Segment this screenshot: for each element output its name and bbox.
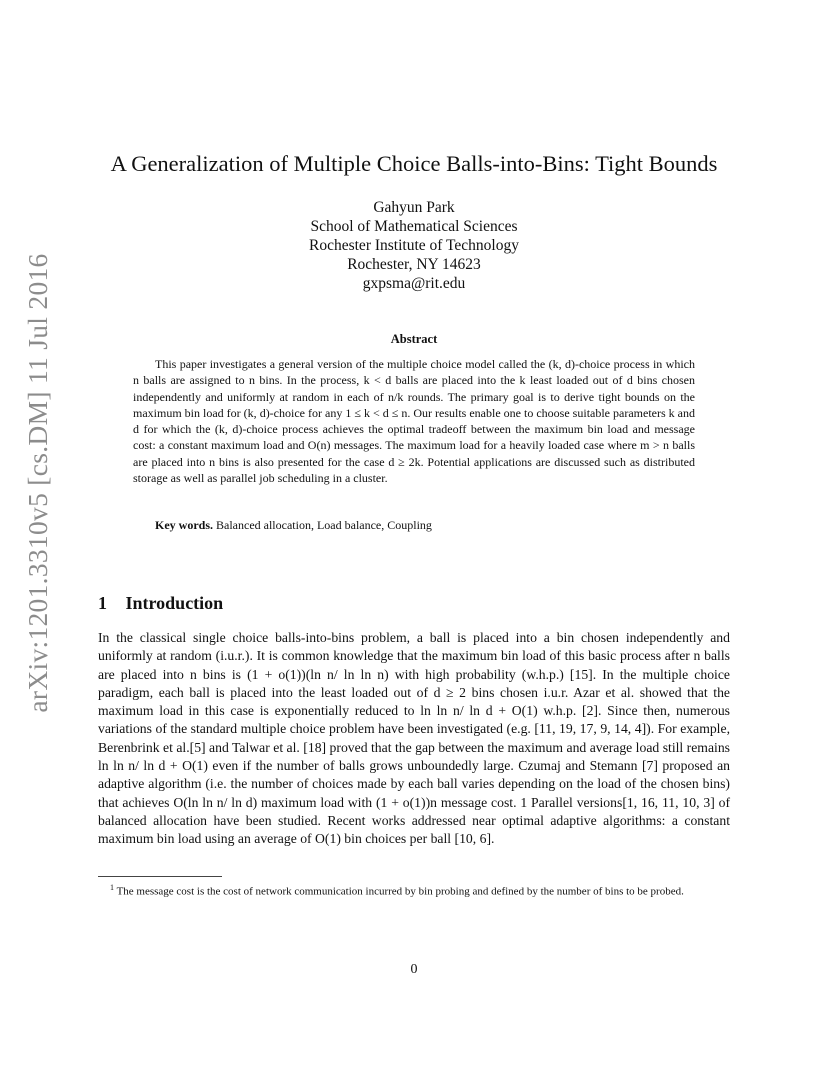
- keywords-text: Balanced allocation, Load balance, Coupling: [216, 518, 432, 532]
- footnote: [98, 880, 730, 900]
- author-city: Rochester, NY 14623: [347, 256, 481, 273]
- footnote-rule: [98, 876, 222, 877]
- author-block: [0, 198, 828, 293]
- author-name: Gahyun Park: [373, 199, 455, 216]
- arxiv-stamp: [18, 253, 58, 713]
- introduction-paragraph: In the classical single choice balls-into-bins problem, a ball is placed into a bin chosen independently and uniformly at random (i.u.r.). It is common knowledge that the maximum bin load of this basic process after n balls are placed into n bins is (1 + o(1))(ln n/ ln ln n) with high probability (w.h.p.) [15]. In the multiple choice paradigm, each ball is placed into the least loaded out of d ≥ 2 bins chosen i.u.r. Azar et al. showed that the maximum load in this case is exponentially reduced to ln ln n/ ln d + O(1) w.h.p. [2]. Since then, numerous variations of the standard multiple choice problem have been investigated (e.g. [11, 19, 17, 9, 14, 4]). For example, Berenbrink et al.[5] and Talwar et al. [18] proved that the gap between the maximum and average load still remains ln ln n/ ln d + O(1) even if the number of balls grows unboundedly large. Czumaj and Stemann [7] proposed an adaptive algorithm (i.e. the number of choices made by each ball varies depending on the load of the chosen bins) that achieves O(ln ln n/ ln d) maximum load with (1 + o(1))n message cost. 1 Parallel versions[1, 16, 11, 10, 3] of balanced allocation have been studied. Recent works addressed near optimal adaptive algorithms: a constant maximum bin load using an average of O(1) bin choices per ball [10, 6].: [98, 630, 730, 847]
- section-title: Introduction: [125, 593, 224, 613]
- footnote-text: The message cost is the cost of network communication incurred by bin probing and defined by the number of bins to be probed.: [116, 885, 684, 898]
- author-institute: Rochester Institute of Technology: [309, 237, 519, 254]
- paper-title: A Generalization of Multiple Choice Balls-into-Bins: Tight Bounds: [110, 151, 718, 176]
- author-school: School of Mathematical Sciences: [310, 218, 518, 235]
- section-number: 1: [98, 593, 107, 613]
- page-number: 0: [410, 962, 418, 977]
- keywords: [155, 518, 715, 533]
- abstract-heading: Abstract: [390, 332, 438, 346]
- author-email: gxpsma@rit.edu: [362, 275, 466, 292]
- abstract-text: This paper investigates a general version of the multiple choice model called the (k, d)-choice process in which n balls are assigned to n bins. In the process, k < d balls are placed into the k least loaded out of d bins chosen independently and uniformly at random in each of n/k rounds. The primary goal is to derive tight bounds on the maximum bin load for (k, d)-choice for any 1 ≤ k < d ≤ n. Our results enable one to choose suitable parameters k and d for which the (k, d)-choice process achieves the optimal tradeoff between the maximum bin load and message cost: a constant maximum load and O(n) messages. The maximum load for a heavily loaded case where m > n balls are placed into n bins is also presented for the case d ≥ 2k. Potential applications are discussed such as distributed storage as well as parallel job scheduling in a cluster.: [133, 357, 695, 486]
- section-heading: [98, 593, 223, 614]
- keywords-label: Key words.: [155, 518, 213, 532]
- footnote-marker: 1: [110, 883, 114, 892]
- arxiv-stamp-text: arXiv:1201.3310v5 [cs.DM] 11 Jul 2016: [22, 253, 53, 713]
